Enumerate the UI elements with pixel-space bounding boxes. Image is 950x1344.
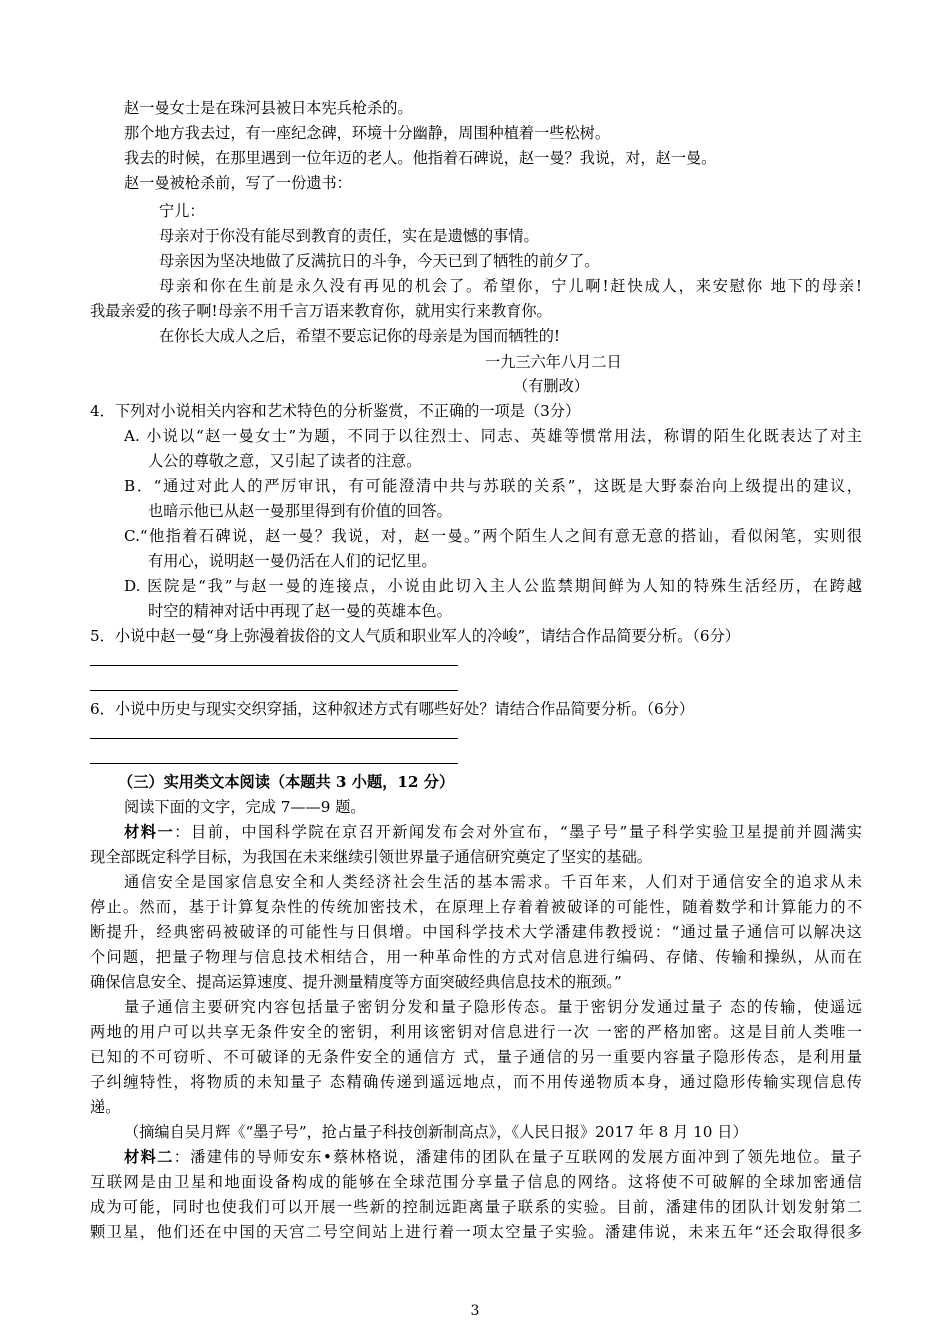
letter-line: 母亲因为坚决地做了反满抗日的斗争，今天已到了牺牲的前夕了。 <box>159 252 600 270</box>
letter-line: 我最亲爱的孩子啊!母亲不用千言万语来教育你，就用实行来教育你。 <box>90 302 552 320</box>
paragraph-line: 已知的不可窃听、不可破译的无条件安全的通信方 式，量子通信的另一重要内容量子隐形传态，是利用量 <box>90 1048 862 1066</box>
material-2-line: 互联网是由卫星和地面设备构成的能够在全球范围分享量子信息的网络。这将使不可破解的全球加密通信 <box>90 1173 862 1191</box>
section-title: （三）实用类文本阅读（本题共 3 小题，12 分） <box>118 773 455 791</box>
source-note: （有删改） <box>513 377 589 395</box>
letter-line: 在你长大成人之后，希望不要忘记你的母亲是为国而牺牲的! <box>159 327 560 345</box>
answer-line[interactable] <box>90 665 458 666</box>
question-6-stem: 6．小说中历史与现实交织穿插，这种叙述方式有哪些好处？请结合作品简要分析。（6分） <box>90 700 695 718</box>
story-paragraph: 赵一曼女士是在珠河县被日本宪兵枪杀的。 <box>124 99 413 117</box>
paragraph-line: 递。 <box>90 1098 121 1116</box>
option-d: D. 医院是“我”与赵一曼的连接点，小说由此切入主人公监禁期间鲜为人知的特殊生活经历，在跨越 <box>124 577 862 595</box>
option-a: A. 小说以“赵一曼女士”为题，不同于以往烈士、同志、英雄等惯常用法，称谓的陌生化既表达了对主 <box>124 427 862 445</box>
letter-line: 母亲对于你没有能尽到教育的责任，实在是遗憾的事情。 <box>159 227 539 245</box>
material-2-line: 成为可能，同时也使我们可以开展一些新的控制远距离量子联系的实验。目前，潘建伟的团队计划发射第二 <box>90 1198 862 1216</box>
material-2-line: 颗卫星，他们还在中国的天宫二号空间站上进行着一项太空量子实验。潘建伟说，未来五年“还会取得很多 <box>90 1223 862 1241</box>
option-b-cont: 也暗示他已从赵一曼那里得到有价值的回答。 <box>148 502 452 520</box>
material-1-line <box>124 820 862 844</box>
paragraph-line: 停止。然而，基于计算复杂性的传统加密技术，在原理上存着着被破译的可能性，随着数学和计算能力的不 <box>90 898 862 916</box>
option-c: C.“他指着石碑说，赵一曼？我说，对，赵一曼。”两个陌生人之间有意无意的搭讪，看似闲笔，实则很 <box>124 527 862 545</box>
source-citation: （摘编自吴月辉《“墨子号”，抢占量子科技创新制高点》，《人民日报》2017 年 8 月 10 日） <box>124 1123 748 1141</box>
option-c-cont: 有用心，说明赵一曼仍活在人们的记忆里。 <box>148 552 437 570</box>
instruction: 阅读下面的文字，完成 7——9 题。 <box>124 798 366 816</box>
material-1-line: 现全部既定科学目标，为我国在未来继续引领世界量子通信研究奠定了坚实的基础。 <box>90 848 652 866</box>
paragraph-line: 子纠缠特性，将物质的未知量子 态精确传递到遥远地点，而不用传递物质本身，通过隐形传输实现信息传 <box>90 1073 862 1091</box>
question-4-stem: 4．下列对小说相关内容和艺术特色的分析鉴赏，不正确的一项是（3分） <box>90 402 581 420</box>
story-paragraph: 我去的时候，在那里遇到一位年迈的老人。他指着石碑说，赵一曼？我说，对，赵一曼。 <box>124 149 717 167</box>
material-1-text: ：目前，中国科学院在京召开新闻发布会对外宣布，“墨子号”量子科学实验卫星提前并圆满实 <box>174 823 862 841</box>
answer-line[interactable] <box>90 763 458 764</box>
material-1-label: 材料一 <box>124 823 175 841</box>
story-paragraph: 那个地方我去过，有一座纪念碑，环境十分幽静，周围种植着一些松树。 <box>124 124 610 142</box>
letter-line: 母亲和你在生前是永久没有再见的机会了。希望你，宁儿啊!赶快成人，来安慰你 地下的母亲! <box>159 277 862 295</box>
page-number: 3 <box>470 1303 480 1319</box>
paragraph-line: 确保信息安全、提高运算速度、提升测量精度等方面突破经典信息技术的瓶颈。” <box>90 973 622 991</box>
paragraph-line: 量子通信主要研究内容包括量子密钥分发和量子隐形传态。量于密钥分发通过量子 态的传输，使遥远 <box>124 998 862 1016</box>
letter-greeting: 宁儿： <box>159 202 205 220</box>
option-b: B．“通过对此人的严厉审讯，有可能澄清中共与苏联的关系”，这既是大野泰治向上级提出的建议， <box>124 477 862 495</box>
answer-line[interactable] <box>90 738 458 739</box>
option-d-cont: 时空的精神对话中再现了赵一曼的英雄本色。 <box>148 602 452 620</box>
story-paragraph: 赵一曼被枪杀前，写了一份遗书： <box>124 174 352 192</box>
paragraph-line: 两地的用户可以共享无条件安全的密钥，利用该密钥对信息进行一次 一密的严格加密。这是目前人类唯一 <box>90 1023 862 1041</box>
option-a-cont: 人公的尊敬之意，又引起了读者的注意。 <box>148 452 422 470</box>
answer-line[interactable] <box>90 690 458 691</box>
letter-date: 一九三六年八月二日 <box>485 353 622 371</box>
material-2-line <box>124 1145 862 1169</box>
question-5-stem: 5．小说中赵一曼“身上弥漫着拔俗的文人气质和职业军人的冷峻”，请结合作品简要分析。（6分） <box>90 627 740 645</box>
paragraph-line: 个问题，把量子物理与信息技术相结合，用一种革命性的方式对信息进行编码、存储、传输和操纵，从而在 <box>90 948 862 966</box>
paragraph-line: 断提升，经典密码被破译的可能性与日俱增。中国科学技术大学潘建伟教授说：“通过量子通信可以解决这 <box>90 923 862 941</box>
paragraph-line: 通信安全是国家信息安全和人类经济社会生活的基本需求。千百年来，人们对于通信安全的追求从未 <box>124 873 862 891</box>
material-2-label: 材料二 <box>124 1148 174 1166</box>
material-2-text: ：潘建伟的导师安东•蔡林格说，潘建伟的团队在量子互联网的发展方面冲到了领先地位。量子 <box>173 1148 862 1166</box>
